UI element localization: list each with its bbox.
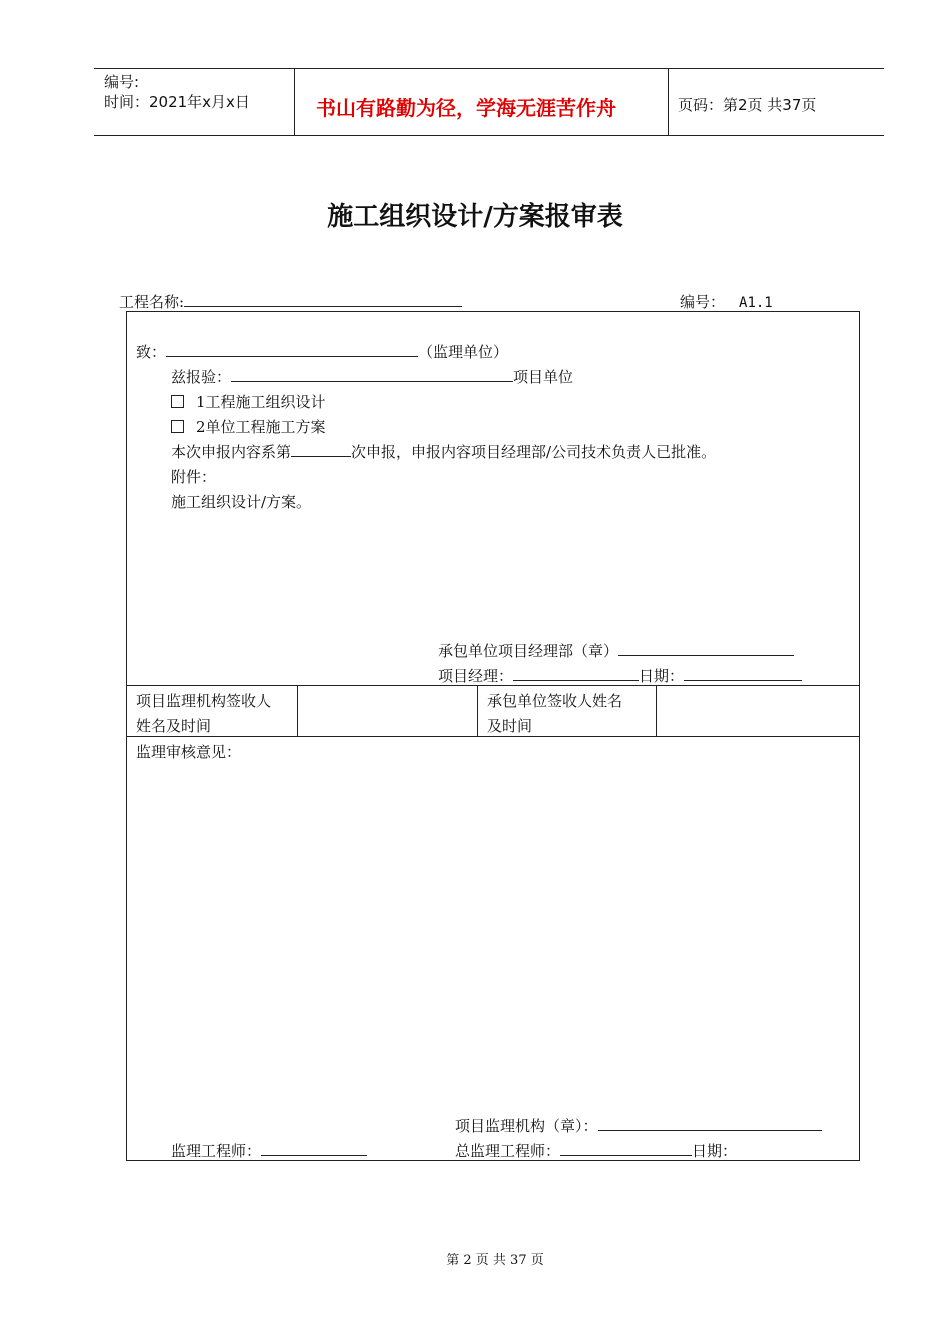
- date-field[interactable]: [684, 666, 802, 681]
- times-field[interactable]: [291, 442, 351, 457]
- header-motto: 书山有路勤为径，学海无涯苦作舟: [316, 96, 616, 120]
- con-receiver-field[interactable]: [658, 687, 857, 735]
- header-number-label: 编号:: [104, 73, 140, 91]
- engineer-label: 监理工程师：: [171, 1142, 262, 1160]
- page-title: 施工组织设计/方案报审表: [327, 202, 623, 232]
- date-label: 日期：: [639, 667, 685, 685]
- to-label: 致：: [136, 343, 167, 361]
- sup-org-seal-label: 项目监理机构（章）：: [455, 1117, 598, 1135]
- supervision-unit-field[interactable]: [166, 342, 418, 357]
- project-name-field[interactable]: [184, 292, 462, 307]
- contractor-seal-field[interactable]: [618, 641, 794, 656]
- times-row: [171, 441, 716, 462]
- option1-checkbox[interactable]: [171, 395, 184, 408]
- attachment-text: 施工组织设计/方案。: [171, 493, 312, 511]
- to-row: [136, 341, 508, 362]
- attachment-label: 附件：: [171, 468, 217, 486]
- code-label: 编号：: [680, 293, 726, 311]
- engineer-row: [171, 1140, 367, 1161]
- engineer-field[interactable]: [261, 1141, 367, 1156]
- chief-engineer-label: 总监理工程师：: [455, 1142, 561, 1160]
- con-receiver-label-1: 承包单位签收人姓名: [487, 692, 623, 710]
- sup-receiver-field[interactable]: [299, 687, 475, 735]
- header-time: 时间：2021年x月x日: [104, 93, 250, 111]
- option2-row: [171, 416, 326, 437]
- submit-suffix: 项目单位: [513, 368, 574, 386]
- date-label-2: 日期：: [692, 1142, 738, 1160]
- chief-engineer-row: [455, 1140, 737, 1161]
- option1-label: 1工程施工组织设计: [196, 393, 326, 411]
- submit-row: [171, 366, 573, 387]
- submit-label: 兹报验：: [171, 368, 232, 386]
- sup-receiver-label-2: 姓名及时间: [136, 717, 212, 735]
- chief-engineer-field[interactable]: [560, 1141, 692, 1156]
- option2-checkbox[interactable]: [171, 420, 184, 433]
- to-suffix: （监理单位）: [418, 343, 509, 361]
- times-suffix: 次申报，申报内容项目经理部/公司技术负责人已批准。: [351, 443, 717, 461]
- option2-label: 2单位工程施工方案: [196, 418, 326, 436]
- review-opinion-area[interactable]: [130, 765, 856, 1105]
- contractor-seal-row: [438, 640, 794, 661]
- header-page: 页码：第2页 共37页: [678, 96, 817, 114]
- pm-row: [438, 665, 802, 686]
- sup-org-seal-field[interactable]: [598, 1116, 822, 1131]
- code-row: [680, 291, 773, 312]
- con-receiver-label-2: 及时间: [487, 717, 533, 735]
- sup-org-seal-row: [455, 1115, 822, 1136]
- pm-field[interactable]: [513, 666, 639, 681]
- sup-receiver-label-1: 项目监理机构签收人: [136, 692, 272, 710]
- option1-row: [171, 391, 326, 412]
- code-value: A1.1: [725, 295, 773, 312]
- project-name-row: [119, 291, 462, 312]
- footer-page-number: 第 2 页 共 37 页: [446, 1253, 544, 1268]
- review-label: 监理审核意见：: [136, 743, 242, 761]
- project-name-label: 工程名称:: [119, 293, 185, 311]
- times-prefix: 本次申报内容系第: [171, 443, 292, 461]
- submit-field[interactable]: [231, 367, 513, 382]
- pm-label: 项目经理：: [438, 667, 514, 685]
- contractor-seal-label: 承包单位项目经理部（章）: [438, 642, 619, 660]
